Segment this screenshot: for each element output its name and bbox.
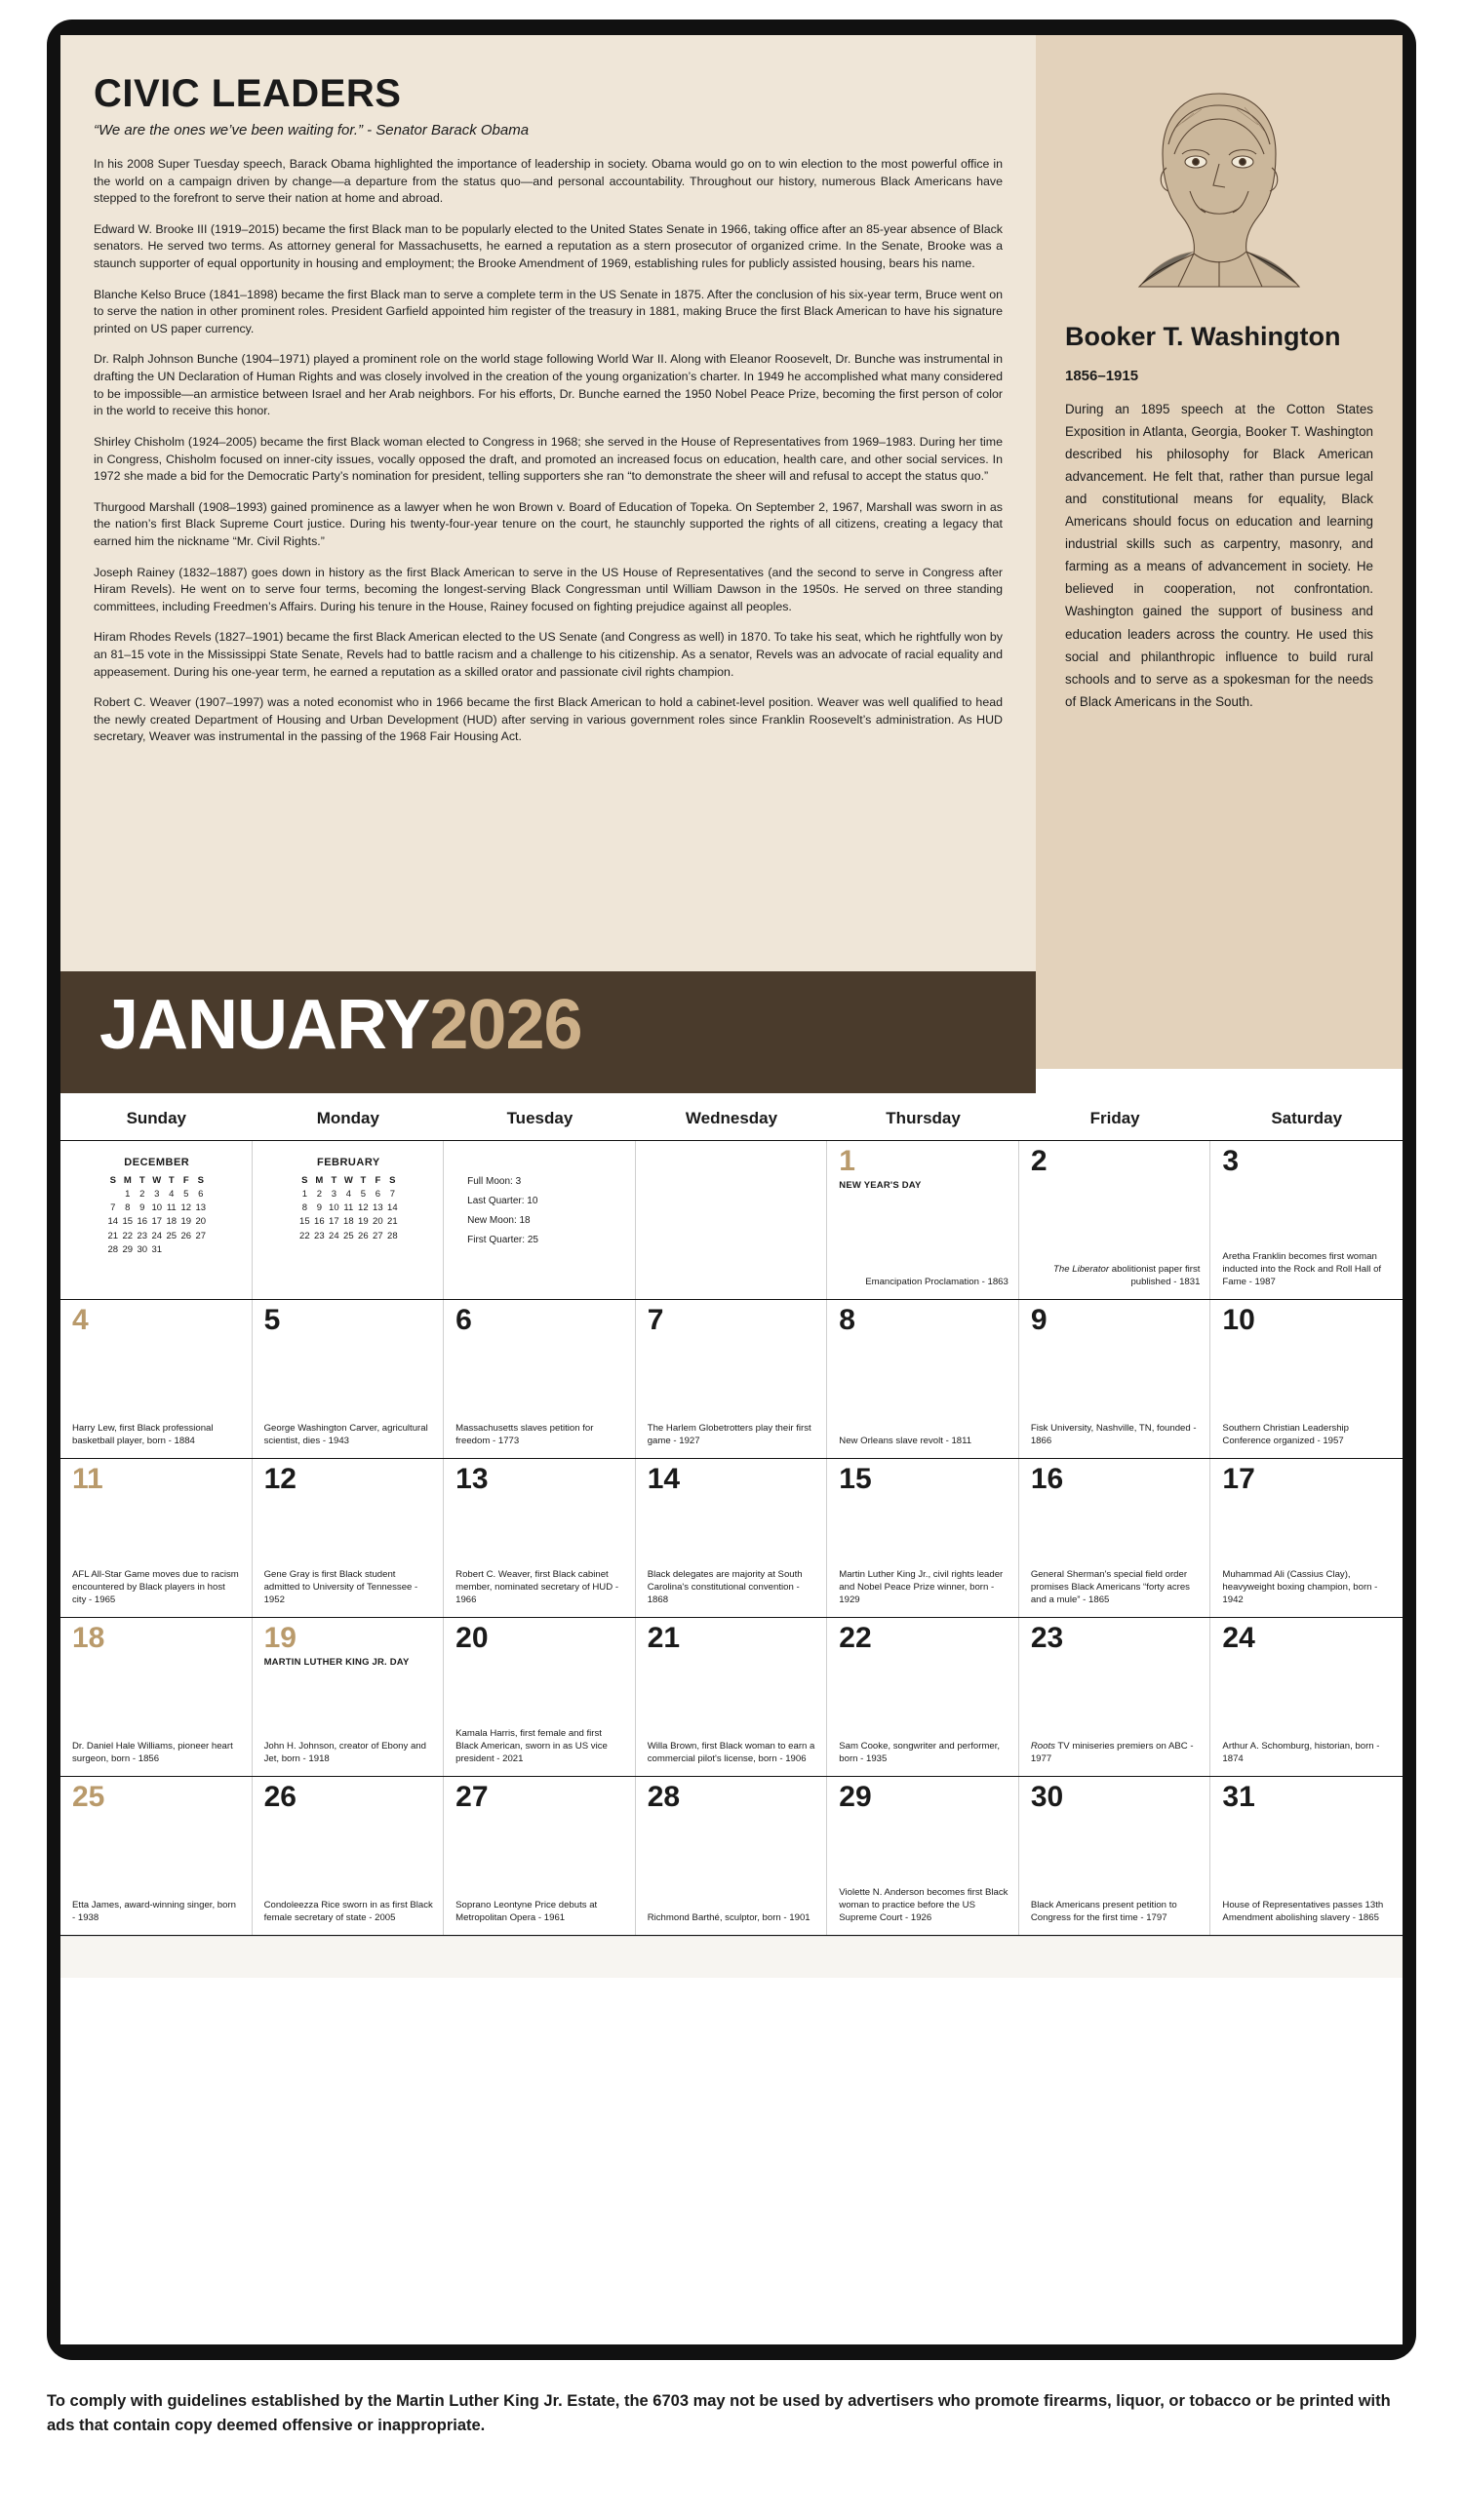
mini-week-row: [105, 1188, 208, 1201]
compliance-note: To comply with guidelines established by the Martin Luther King Jr. Estate, the 6703 may not be used by advertisers who promote firearms, liquor, or tobacco or be printed with ads that contain copy deemed offensive or inappropriate.: [47, 2392, 1391, 2434]
booker-t-washington-portrait: [1073, 60, 1365, 304]
calendar-grid: [60, 1093, 1403, 2124]
weekday-header: [60, 1093, 1403, 1141]
year-label: 2026: [429, 986, 582, 1064]
day-event: General Sherman's special field order promises Black Americans “forty acres and a mule” - 1865: [1030, 1569, 1190, 1606]
day-cell[interactable]: [1210, 1777, 1403, 1935]
day-number: 12: [263, 1463, 297, 1495]
mini-weekday: T: [331, 1174, 337, 1186]
mini-day: 15: [299, 1216, 310, 1228]
day-number: 24: [1222, 1622, 1255, 1654]
day-number: 13: [455, 1463, 489, 1495]
day-event: Violette N. Anderson becomes first Black woman to practice before the US Supreme Court - 1926: [839, 1887, 1008, 1924]
article-paragraph: Joseph Rainey (1832–1887) goes down in history as the first Black American to serve in the US House of Representatives (and the second to serve in Congress after Hiram Revels). He went on to serve four terms, becoming the longest-serving Black Congressman until William Dawson in the 1950s. He served on three standing committees, including Freedmen’s Affairs. During his tenure in the House, Rainey focused on fighting prejudice against all peoples.: [94, 565, 1003, 613]
mini-day: 26: [358, 1230, 369, 1241]
day-cell[interactable]: [827, 1618, 1019, 1776]
ad-area: [60, 1978, 1403, 2124]
page-title: CIVIC LEADERS: [94, 72, 402, 115]
day-number: 4: [72, 1304, 89, 1336]
mini-day: 24: [329, 1230, 339, 1241]
day-event: Southern Christian Leadership Conference organized - 1957: [1222, 1423, 1350, 1447]
mini-day: 3: [154, 1188, 160, 1200]
mini-day: 16: [137, 1216, 148, 1228]
mini-month-title: DECEMBER: [124, 1157, 190, 1168]
day-number: 7: [647, 1304, 664, 1336]
day-event: Martin Luther King Jr., civil rights leader and Nobel Peace Prize winner, born - 1929: [839, 1569, 1004, 1606]
day-event: Roots TV miniseries premiers on ABC - 1977: [1030, 1741, 1194, 1765]
mini-day: 28: [107, 1243, 119, 1255]
mini-calendar: [264, 1147, 434, 1243]
mini-weekday: W: [343, 1174, 353, 1186]
article-paragraph: Blanche Kelso Bruce (1841–1898) became the first Black man to serve a complete term in the US Senate in 1875. After the conclusion of his six-year term, Bruce went on to serve the nation in other prominent roles. President Garfield appointed him register of the treasury in 1881, making Bruce the first Black American to have his signature printed on US paper currency.: [94, 287, 1003, 335]
article-paragraph: In his 2008 Super Tuesday speech, Barack Obama highlighted the importance of leadership in society. Obama would go on to win election to the most powerful office in the world on a campaign driven by change—a departure from the status quo—and personal accountability. Throughout our history, numerous Black Americans have stepped to the forefront to serve their nation at home and abroad.: [94, 157, 1003, 206]
mini-day: 21: [387, 1216, 398, 1228]
day-number: 10: [1222, 1304, 1255, 1336]
day-cell[interactable]: [1019, 1300, 1211, 1458]
day-cell[interactable]: [1019, 1459, 1211, 1617]
mini-weekday: T: [360, 1174, 367, 1186]
mini-day: 2: [139, 1188, 145, 1200]
day-number: 16: [1030, 1463, 1064, 1495]
mini-week-row: [297, 1230, 400, 1243]
calendar-week-1: [60, 1141, 1403, 1300]
day-cell[interactable]: [636, 1459, 828, 1617]
weekday-thursday: Thursday: [886, 1109, 961, 1127]
mini-day: 27: [195, 1230, 207, 1241]
day-number: 17: [1222, 1463, 1255, 1495]
day-cell[interactable]: [827, 1141, 1019, 1299]
day-event: The Liberator abolitionist paper first published - 1831: [1053, 1264, 1201, 1288]
article-quote: [94, 122, 1003, 138]
mini-day: 12: [358, 1202, 369, 1213]
calendar-sheet: [60, 35, 1403, 2344]
weekday-tuesday: Tuesday: [506, 1109, 573, 1127]
mini-week-row: [105, 1201, 208, 1215]
mini-day: 7: [389, 1188, 395, 1200]
mini-week-row: [297, 1188, 400, 1201]
portrait-biography: During an 1895 speech at the Cotton States Exposition in Atlanta, Georgia, Booker T. Washington described his philosophy for Black American advancement. He felt that, rather than pursue legal and constitutional means for equality, Black Americans should focus on education and learning industrial skills such as carpentry, masonry, and farming as a means of advancement in society. He believed in cooperation, not confrontation. Washington gained the support of business and education leaders across the country. He used this social and philanthropic influence to build rural schools and to serve as a spokesman for the needs of Black Americans in the South.: [1065, 402, 1373, 709]
mini-day: 1: [301, 1188, 307, 1200]
day-event: George Washington Carver, agricultural scientist, dies - 1943: [263, 1423, 428, 1447]
mini-day: 9: [139, 1202, 145, 1213]
mini-header-row: [105, 1174, 208, 1188]
day-number: 22: [839, 1622, 872, 1654]
mini-day: 18: [166, 1216, 178, 1228]
mini-day: 14: [107, 1216, 119, 1228]
day-event: Richmond Barthé, sculptor, born - 1901: [647, 1912, 811, 1924]
mini-day: 2: [316, 1188, 322, 1200]
day-event: Gene Gray is first Black student admitted to University of Tennessee - 1952: [263, 1569, 418, 1606]
month-banner: [60, 971, 1036, 1093]
day-number: 21: [647, 1622, 681, 1654]
day-event: Massachusetts slaves petition for freedom - 1773: [455, 1423, 594, 1447]
article-paragraph: Thurgood Marshall (1908–1993) gained prominence as a lawyer when he won Brown v. Board of Education of Topeka. On September 2, 1967, Marshall was sworn in as the nation’s first Black Supreme Court justice. During his twenty-four-year tenure on the court, he staunchly supported the rights of all citizens, creating a legacy that earned him the nickname “Mr. Civil Rights.”: [94, 499, 1003, 548]
article-paragraph: Edward W. Brooke III (1919–2015) became the first Black man to be popularly elected to the United States Senate in 1966, taking office after an 85-year absence of Black senators. He served two terms. As attorney general for Massachusetts, he earned a reputation as a stern prosecutor of organized crime. In the Senate, Brooke was a staunch supporter of equal opportunity in housing and employment; the Brooke Amendment of 1969, establishing rules for publicly assisted housing, bears his name.: [94, 221, 1003, 271]
mini-day: 1: [125, 1188, 131, 1200]
day-number: 15: [839, 1463, 872, 1495]
mini-day: 8: [301, 1202, 307, 1213]
day-event: Arthur A. Schomburg, historian, born - 1874: [1222, 1741, 1380, 1765]
day-number: 23: [1030, 1622, 1064, 1654]
day-cell[interactable]: [827, 1459, 1019, 1617]
moon-phase-item: New Moon: 18: [467, 1215, 531, 1226]
moon-phase-item: Full Moon: 3: [467, 1176, 522, 1187]
day-cell[interactable]: [444, 1459, 636, 1617]
day-number: 9: [1030, 1304, 1048, 1336]
moon-phase-item: First Quarter: 25: [467, 1235, 538, 1245]
empty-cell: [636, 1141, 828, 1299]
mini-week-row: [105, 1243, 208, 1257]
day-number: 5: [263, 1304, 281, 1336]
mini-day: 11: [343, 1202, 354, 1213]
day-cell[interactable]: [444, 1777, 636, 1935]
day-number: 19: [263, 1622, 297, 1654]
mini-weekday: S: [301, 1174, 308, 1186]
day-number: 1: [839, 1145, 855, 1177]
day-number: 30: [1030, 1781, 1064, 1813]
day-event: Muhammad Ali (Cassius Clay), heavyweight boxing champion, born - 1942: [1222, 1569, 1378, 1606]
day-cell[interactable]: [60, 1618, 253, 1776]
mini-day: 26: [180, 1230, 192, 1241]
mini-day: 6: [375, 1188, 380, 1200]
article-paragraph: Shirley Chisholm (1924–2005) became the first Black woman elected to Congress in 1968; she served in the House of Representatives from 1969–1983. During her time in Congress, Chisholm focused on inner-city issues, vocally opposed the draft, and promoted an increased focus on education, health care, and other social services. In 1972 she made a bid for the Democratic Party’s nomination for president, telling supporters she ran “to demonstrate the sheer will and refusal to accept the status quo.”: [94, 434, 1003, 484]
mini-day: [105, 1188, 120, 1201]
portrait-name: Booker T. Washington: [1065, 322, 1341, 351]
day-cell[interactable]: [636, 1618, 828, 1776]
mini-day: 23: [314, 1230, 325, 1241]
mini-weekday: M: [315, 1174, 324, 1186]
mini-week-row: [297, 1215, 400, 1229]
day-number: 25: [72, 1781, 105, 1813]
day-event: Black delegates are majority at South Carolina's constitutional convention - 1868: [647, 1569, 803, 1606]
event-italic: Roots: [1030, 1741, 1055, 1752]
day-cell[interactable]: [60, 1777, 253, 1935]
mini-day: 12: [180, 1202, 192, 1213]
mini-weekday: S: [389, 1174, 396, 1186]
day-event: Emancipation Proclamation - 1863: [865, 1277, 1008, 1288]
moon-phase-list: [455, 1147, 625, 1250]
mini-week-row: [105, 1215, 208, 1229]
mini-day: 10: [329, 1202, 339, 1213]
day-event: New Orleans slave revolt - 1811: [839, 1436, 972, 1447]
day-event: Condoleezza Rice sworn in as first Black female secretary of state - 2005: [263, 1900, 433, 1924]
day-number: 6: [455, 1304, 472, 1336]
day-event: Robert C. Weaver, first Black cabinet member, nominated secretary of HUD - 1966: [455, 1569, 619, 1606]
day-cell[interactable]: [827, 1300, 1019, 1458]
article-civic-leaders: [60, 35, 1036, 971]
mini-day: 25: [343, 1230, 354, 1241]
mini-day: 10: [151, 1202, 163, 1213]
mini-header-row: [297, 1174, 400, 1188]
mini-weekday: T: [138, 1174, 145, 1186]
day-number: 27: [455, 1781, 489, 1813]
month-label: JANUARY: [99, 986, 430, 1064]
calendar-week-4: [60, 1618, 1403, 1777]
mini-month-table: [105, 1174, 208, 1258]
mini-day: 28: [387, 1230, 398, 1241]
mini-week-row: [297, 1201, 400, 1215]
day-cell[interactable]: [1019, 1618, 1211, 1776]
mini-day: 3: [331, 1188, 336, 1200]
day-number: 3: [1222, 1145, 1240, 1177]
mini-day: 17: [151, 1216, 163, 1228]
mini-day: 17: [329, 1216, 339, 1228]
day-cell[interactable]: [636, 1777, 828, 1935]
day-number: 29: [839, 1781, 872, 1813]
mini-day: 23: [137, 1230, 148, 1241]
day-cell[interactable]: [253, 1618, 445, 1776]
day-number: 31: [1222, 1781, 1255, 1813]
mini-month-table: [297, 1174, 400, 1243]
calendar-week-2: [60, 1300, 1403, 1459]
mini-day: 7: [110, 1202, 116, 1213]
mini-day: [178, 1243, 193, 1257]
day-event: Fisk University, Nashville, TN, founded - 1866: [1030, 1423, 1197, 1447]
mini-day: 25: [166, 1230, 178, 1241]
day-cell[interactable]: [1019, 1777, 1211, 1935]
mini-day: 8: [125, 1202, 131, 1213]
day-cell[interactable]: [1210, 1300, 1403, 1458]
article-paragraph: Dr. Ralph Johnson Bunche (1904–1971) played a prominent role on the world stage following World War II. Along with Eleanor Roosevelt, Dr. Bunche was instrumental in drafting the UN Declaration of Human Rights and was closely involved in the creation of the young organization’s charter. In 1949 he accomplished what many considered to be impossible—an armistice between Israel and her Arab neighbors. For his efforts, Dr. Bunche earned the 1950 Nobel Peace Prize, becoming the first person of color in the world to receive this honor.: [94, 352, 1003, 418]
day-event: Willa Brown, first Black woman to earn a commercial pilot's license, born - 1906: [647, 1741, 815, 1765]
article-paragraph: Robert C. Weaver (1907–1997) was a noted economist who in 1966 became the first Black American to hold a cabinet-level position. Weaver was well qualified to head the newly created Department of Housing and Urban Development (HUD) after serving in various government roles since Franklin Roosevelt’s administration. As HUD secretary, Weaver was instrumental in the passing of the 1968 Fair Housing Act.: [94, 695, 1003, 744]
day-event: Kamala Harris, first female and first Black American, sworn in as US vice president - 2021: [455, 1728, 608, 1765]
day-event: Black Americans present petition to Congress for the first time - 1797: [1030, 1900, 1177, 1924]
day-event: The Harlem Globetrotters play their first game - 1927: [647, 1423, 811, 1447]
day-number: 8: [839, 1304, 855, 1336]
mini-day: 13: [195, 1202, 207, 1213]
mini-weekday: F: [375, 1174, 381, 1186]
day-cell[interactable]: [253, 1777, 445, 1935]
mini-weekday: M: [123, 1174, 132, 1186]
mini-day: 4: [169, 1188, 175, 1200]
weekday-monday: Monday: [316, 1109, 379, 1127]
mini-day: 20: [373, 1216, 383, 1228]
day-cell[interactable]: [444, 1300, 636, 1458]
mini-day: 15: [122, 1216, 134, 1228]
mini-day: 20: [195, 1216, 207, 1228]
day-event: Sam Cooke, songwriter and performer, born - 1935: [839, 1741, 1001, 1765]
day-cell[interactable]: [60, 1459, 253, 1617]
mini-day: [193, 1243, 208, 1257]
calendar-footer-strip: [60, 1936, 1403, 1978]
mini-day: 30: [137, 1243, 148, 1255]
mini-day: 19: [180, 1216, 192, 1228]
mini-weekday: S: [109, 1174, 116, 1186]
day-cell[interactable]: [253, 1459, 445, 1617]
day-cell[interactable]: [253, 1300, 445, 1458]
month-label-wrap: [99, 985, 582, 1065]
weekday-friday: Friday: [1089, 1109, 1140, 1127]
mini-day: 6: [198, 1188, 204, 1200]
day-cell[interactable]: [1019, 1141, 1211, 1299]
mini-month-december: [60, 1141, 253, 1299]
top-section: [60, 35, 1403, 971]
day-number: 26: [263, 1781, 297, 1813]
mini-weekday: S: [197, 1174, 204, 1186]
mini-day: 31: [151, 1243, 163, 1255]
mini-day: 19: [358, 1216, 369, 1228]
mini-day: 9: [316, 1202, 322, 1213]
mini-day: 16: [314, 1216, 325, 1228]
day-number: 20: [455, 1622, 489, 1654]
mini-day: 22: [122, 1230, 134, 1241]
day-number: 11: [72, 1463, 103, 1495]
mini-day: 21: [107, 1230, 119, 1241]
holiday-label: MARTIN LUTHER KING JR. DAY: [263, 1657, 410, 1668]
mini-week-row: [105, 1230, 208, 1243]
day-number: 2: [1030, 1145, 1048, 1177]
mini-weekday: F: [182, 1174, 189, 1186]
weekday-sunday: Sunday: [126, 1109, 186, 1127]
day-cell[interactable]: [444, 1618, 636, 1776]
calendar-week-5: [60, 1777, 1403, 1936]
calendar-week-3: [60, 1459, 1403, 1618]
event-italic: The Liberator: [1053, 1264, 1110, 1276]
mini-day: 14: [387, 1202, 398, 1213]
mini-day: 27: [373, 1230, 383, 1241]
day-cell[interactable]: [1210, 1618, 1403, 1776]
portrait-panel: [1036, 35, 1403, 1069]
portrait-years: 1856–1915: [1065, 368, 1139, 385]
mini-day: [164, 1243, 178, 1257]
mini-day: 29: [122, 1243, 134, 1255]
day-number: 14: [647, 1463, 681, 1495]
mini-day: 18: [343, 1216, 354, 1228]
day-cell[interactable]: [1210, 1459, 1403, 1617]
article-paragraph: Hiram Rhodes Revels (1827–1901) became the first Black American elected to the US Senate (and Congress as well) in 1870. To take his seat, which he rightfully won by an 81–15 vote in the Mississippi State Senate, Revels had to battle racism and a challenge to his citizenship. As a senator, Revels was an advocate of racial equality and appeasement. During his one-year term, he earned a reputation as a skilled orator and passionate civil rights champion.: [94, 630, 1003, 679]
mini-day: 13: [373, 1202, 383, 1213]
mini-day: 11: [166, 1202, 177, 1213]
day-number: 28: [647, 1781, 681, 1813]
mini-calendar: [72, 1147, 242, 1257]
moon-phase-panel: [444, 1141, 636, 1299]
weekday-saturday: Saturday: [1271, 1109, 1343, 1127]
day-event: House of Representatives passes 13th Amendment abolishing slavery - 1865: [1222, 1900, 1384, 1924]
mini-day: 22: [299, 1230, 310, 1241]
moon-phase-item: Last Quarter: 10: [467, 1196, 538, 1206]
day-cell[interactable]: [1210, 1141, 1403, 1299]
day-event: AFL All-Star Game moves due to racism encountered by Black players in host city - 1965: [72, 1569, 239, 1606]
day-event: Harry Lew, first Black professional basketball player, born - 1884: [72, 1423, 214, 1447]
day-number: 18: [72, 1622, 105, 1654]
mini-month-february: [253, 1141, 445, 1299]
quote-text: “We are the ones we’ve been waiting for.” - Senator Barack Obama: [94, 122, 530, 138]
mini-day: 5: [360, 1188, 366, 1200]
mini-weekday: T: [168, 1174, 175, 1186]
mini-weekday: W: [152, 1174, 162, 1186]
holiday-label: NEW YEAR'S DAY: [839, 1180, 922, 1191]
day-cell[interactable]: [60, 1300, 253, 1458]
mini-day: 4: [345, 1188, 351, 1200]
day-cell[interactable]: [636, 1300, 828, 1458]
day-event: Dr. Daniel Hale Williams, pioneer heart surgeon, born - 1856: [72, 1741, 233, 1765]
mini-day: 5: [183, 1188, 189, 1200]
mini-month-title: FEBRUARY: [316, 1157, 380, 1168]
mini-day: 24: [151, 1230, 163, 1241]
day-cell[interactable]: [827, 1777, 1019, 1935]
day-event: John H. Johnson, creator of Ebony and Jet, born - 1918: [263, 1741, 426, 1765]
day-event: Soprano Leontyne Price debuts at Metropolitan Opera - 1961: [455, 1900, 598, 1924]
day-event: Aretha Franklin becomes first woman inducted into the Rock and Roll Hall of Fame - 1987: [1222, 1251, 1382, 1288]
weekday-wednesday: Wednesday: [685, 1109, 778, 1127]
day-event: Etta James, award-winning singer, born - 1938: [72, 1900, 236, 1924]
